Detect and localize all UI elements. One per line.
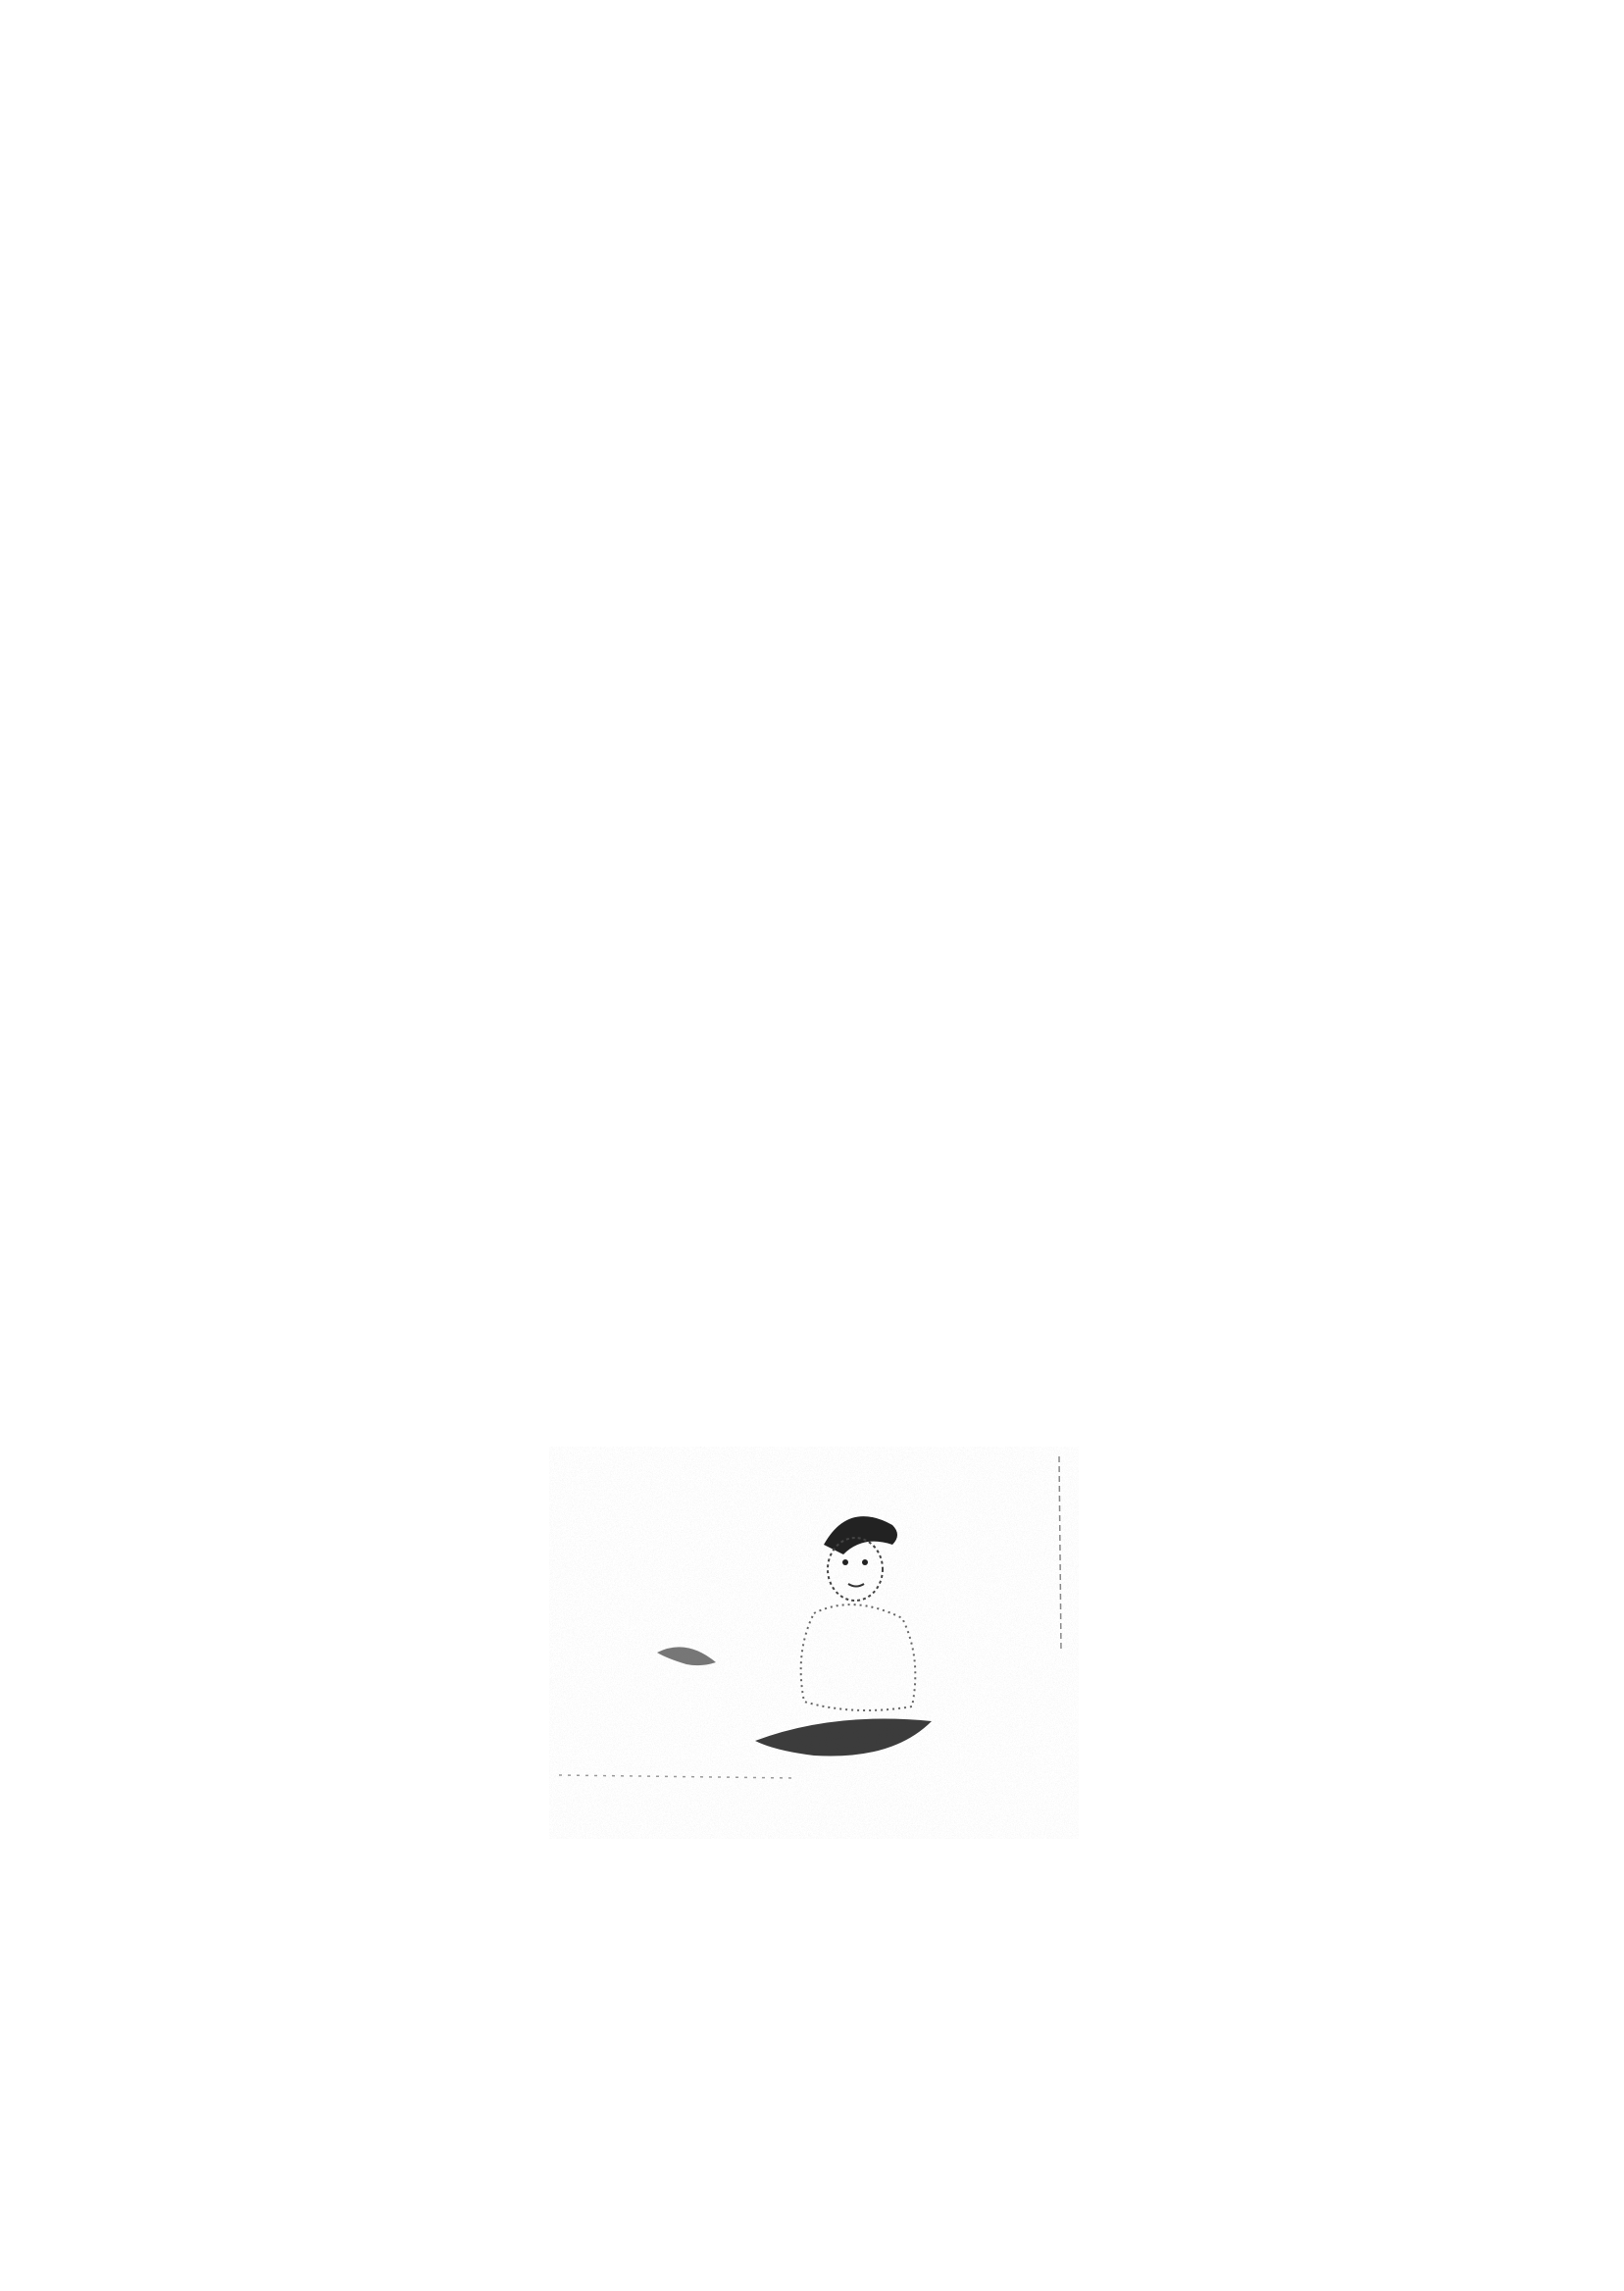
intro-line (152, 1351, 1481, 1359)
body-text-bottom (152, 1981, 1481, 1989)
baby-photo (549, 1447, 1079, 1839)
